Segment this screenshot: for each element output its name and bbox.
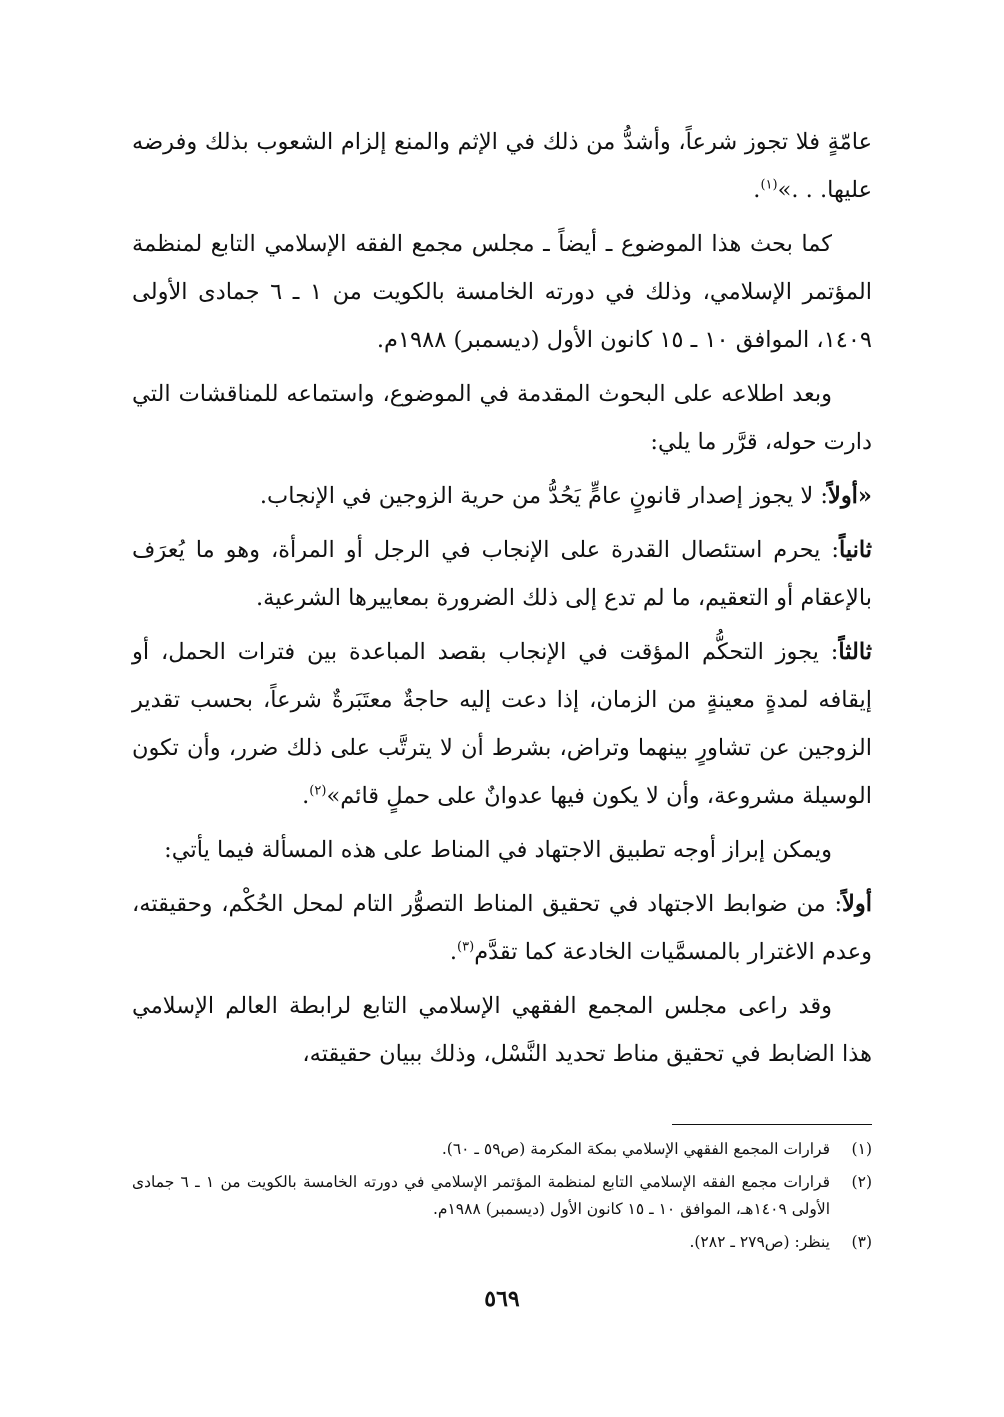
page-number: ٥٦٩ bbox=[484, 1286, 520, 1312]
paragraph-lead: «أولاً bbox=[827, 483, 872, 509]
footnote-text: قرارات مجمع الفقه الإسلامي التابع لمنظمة المؤتمر الإسلامي في دورته الخامسة بالكويت من ١ ـ ٦ جمادى الأولى ١٤٠٩هـ، الموافق ١٠ ـ ١٥ كانون الأول (ديسمبر) ١٩٨٨م. bbox=[132, 1173, 830, 1218]
footnote-number: (٢) bbox=[851, 1173, 872, 1191]
footnote-ref[interactable]: (٢) bbox=[309, 783, 327, 799]
footnote-2 bbox=[132, 1169, 872, 1223]
paragraph-1: عامّةٍ فلا تجوز شرعاً، وأشدُّ من ذلك في الإثم والمنع إلزام الشعوب بذلك وفرضه عليها. . .»$^{(١)}$. bbox=[132, 129, 872, 203]
paragraph-text: : من ضوابط الاجتهاد في تحقيق المناط التصوُّر التام لمحل الحُكْم، وحقيقته، وعدم الاغترار بالمسمَّيات الخادعة كما تقدَّم bbox=[132, 891, 872, 965]
paragraph-5 bbox=[132, 526, 872, 622]
footnote-ref[interactable]: (٣) bbox=[457, 939, 475, 955]
main-text bbox=[132, 118, 872, 1084]
paragraph-9 bbox=[132, 982, 872, 1078]
paragraph-2 bbox=[132, 220, 872, 364]
paragraph-text: : يحرم استئصال القدرة على الإنجاب في الرجل أو المرأة، وهو ما يُعرَف بالإعقام أو التعقيم، ما لم تدع إلى ذلك الضرورة بمعاييرها الشرعية. bbox=[132, 537, 872, 611]
paragraph-lead: ثالثاً bbox=[838, 639, 872, 665]
paragraph-text: وبعد اطلاعه على البحوث المقدمة في الموضوع، واستماعه للمناقشات التي دارت حوله، قرَّر ما يلي: bbox=[132, 381, 872, 455]
paragraph-8: أولاً: من ضوابط الاجتهاد في تحقيق المناط التصوُّر التام لمحل الحُكْم، وحقيقته، وعدم الاغترار بالمسمَّيات الخادعة كما تقدَّم$^{(٣)}$. bbox=[132, 891, 872, 965]
footnote-1 bbox=[132, 1136, 872, 1163]
footnote-text: قرارات المجمع الفقهي الإسلامي بمكة المكرمة (ص٥٩ ـ ٦٠). bbox=[441, 1140, 830, 1158]
paragraph-text: كما بحث هذا الموضوع ـ أيضاً ـ مجلس مجمع الفقه الإسلامي التابع لمنظمة المؤتمر الإسلامي، وذلك في دورته الخامسة بالكويت من ١ ـ ٦ جمادى الأولى ١٤٠٩، الموافق ١٠ ـ ١٥ كانون الأول (ديسمبر) ١٩٨٨م. bbox=[132, 231, 872, 353]
footnote-number: (٣) bbox=[851, 1233, 872, 1251]
paragraph-lead: أولاً bbox=[842, 891, 872, 917]
footnote-divider bbox=[672, 1124, 872, 1125]
footnote-text: ينظر: (ص٢٧٩ ـ ٢٨٢). bbox=[689, 1233, 830, 1251]
paragraph-lead: ثانياً bbox=[838, 537, 872, 563]
paragraph-text: عامّةٍ فلا تجوز شرعاً، وأشدُّ من ذلك في الإثم والمنع إلزام الشعوب بذلك وفرضه عليها. . .» bbox=[132, 129, 872, 203]
paragraph-4 bbox=[132, 472, 872, 520]
paragraph-3 bbox=[132, 370, 872, 466]
footnote-ref[interactable]: (١) bbox=[760, 177, 778, 193]
footnote-3 bbox=[132, 1229, 872, 1256]
paragraph-6: ثالثاً: يجوز التحكُّم المؤقت في الإنجاب بقصد المباعدة بين فترات الحمل، أو إيقافه لمدةٍ معينةٍ من الزمان، إذا دعت إليه حاجةٌ معتَبَرةٌ شرعاً، بحسب تقدير الزوجين عن تشاورٍ بينهما وتراض، بشرط أن لا يترتَّب على ذلك ضرر، وأن تكون الوسيلة مشروعة، وأن لا يكون فيها عدوانٌ على حملٍ قائم»$^{(٢)}$. bbox=[132, 639, 872, 809]
paragraph-7 bbox=[132, 826, 872, 874]
paragraph-text: ويمكن إبراز أوجه تطبيق الاجتهاد في المناط على هذه المسألة فيما يأتي: bbox=[164, 837, 832, 863]
paragraph-text: : لا يجوز إصدار قانونٍ عامٍّ يَحُدُّ من حرية الزوجين في الإنجاب. bbox=[259, 483, 828, 509]
footnotes bbox=[132, 1136, 872, 1262]
paragraph-text: : يجوز التحكُّم المؤقت في الإنجاب بقصد المباعدة بين فترات الحمل، أو إيقافه لمدةٍ معينةٍ من الزمان، إذا دعت إليه حاجةٌ معتَبَرةٌ شرعاً، بحسب تقدير الزوجين عن تشاورٍ بينهما وتراض، بشرط أن لا يترتَّب على ذلك ضرر، وأن تكون الوسيلة مشروعة، وأن لا يكون فيها عدوانٌ على حملٍ قائم» bbox=[132, 639, 872, 809]
footnote-number: (١) bbox=[851, 1140, 872, 1158]
paragraph-text: وقد راعى مجلس المجمع الفقهي الإسلامي التابع لرابطة العالم الإسلامي هذا الضابط في تحقيق مناط تحديد النَّسْل، وذلك ببيان حقيقته، bbox=[132, 993, 872, 1067]
